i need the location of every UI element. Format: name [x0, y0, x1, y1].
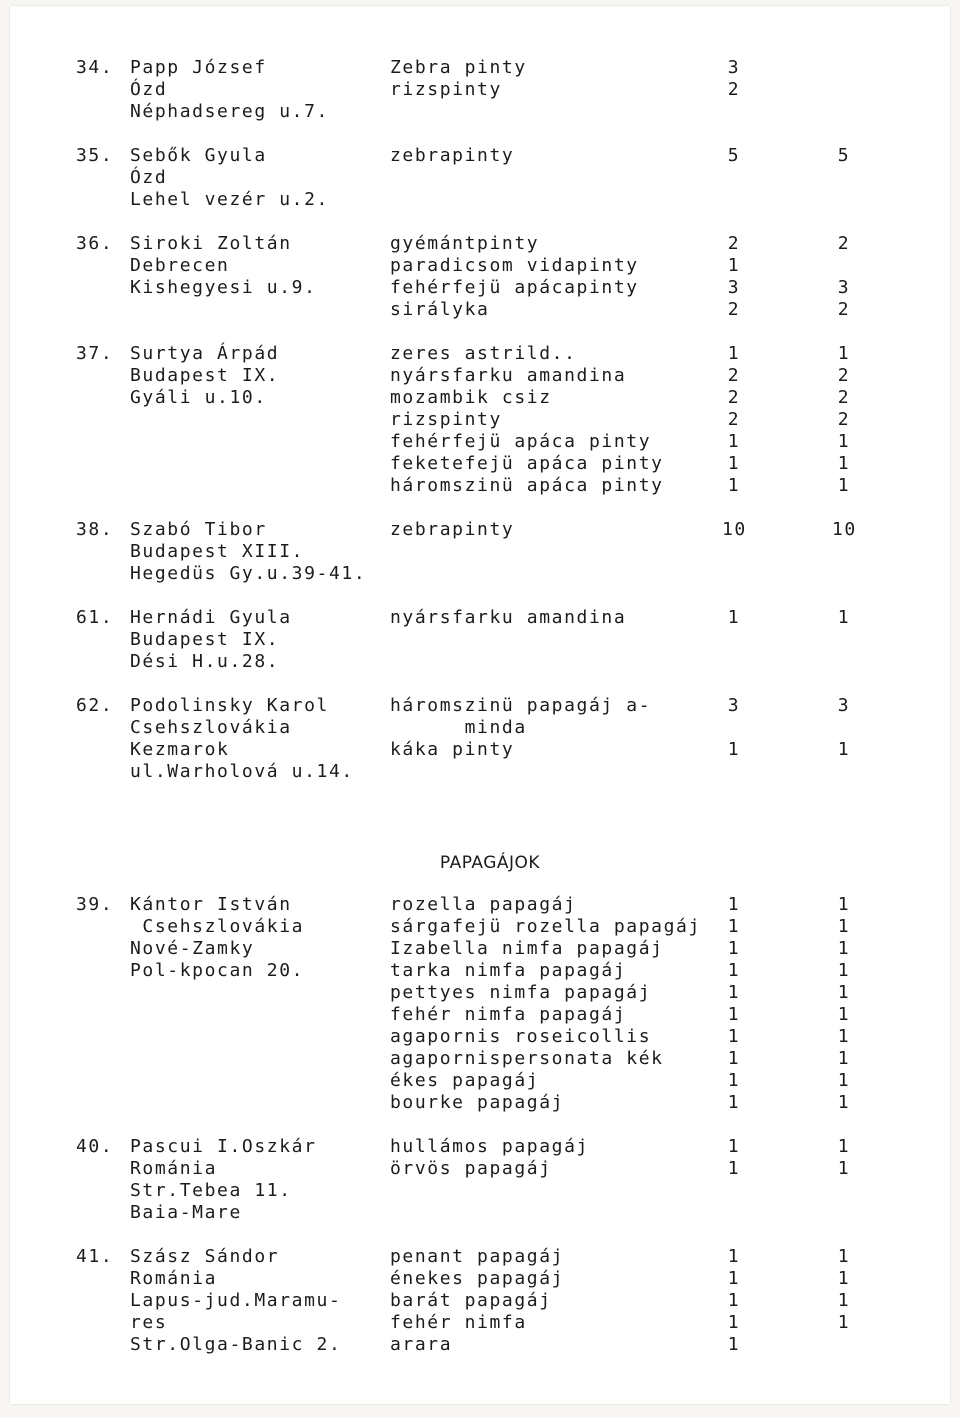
entry-number: 36. [76, 233, 114, 254]
exhibitor-text: Sebők Gyula [130, 145, 267, 166]
exhibitor-text: Csehszlovákia [130, 916, 305, 937]
quantity-entered: 5 [727, 145, 741, 166]
exhibitor-text: Lapus-jud.Maramu- [130, 1290, 342, 1311]
quantity-entered: 1 [727, 982, 741, 1003]
quantity-awarded: 2 [837, 409, 851, 430]
exhibitor-text: ul.Warholová u.14. [130, 761, 354, 782]
quantity-awarded: 1 [837, 431, 851, 452]
exhibitor-text: Siroki Zoltán [130, 233, 292, 254]
quantity-entered: 1 [727, 1136, 741, 1157]
bird-species: rizspinty [390, 79, 502, 100]
bird-species: háromszinü papagáj a- [390, 695, 652, 716]
bird-species: agapornis roseicollis [390, 1026, 652, 1047]
quantity-awarded: 5 [837, 145, 851, 166]
quantity-awarded: 1 [837, 343, 851, 364]
exhibitor-text: Szász Sándor [130, 1246, 280, 1267]
bird-species: fehér nimfa [390, 1312, 527, 1333]
bird-species: rozella papagáj [390, 894, 577, 915]
exhibitor-text: Hernádi Gyula [130, 607, 292, 628]
document-page [10, 6, 950, 1404]
quantity-awarded: 1 [837, 1290, 851, 1311]
quantity-entered: 1 [727, 1158, 741, 1179]
quantity-awarded: 3 [837, 695, 851, 716]
bird-species: sirályka [390, 299, 490, 320]
bird-species: nyársfarku amandina [390, 365, 627, 386]
bird-species: nyársfarku amandina [390, 607, 627, 628]
exhibitor-text: Pascui I.Oszkár [130, 1136, 317, 1157]
quantity-awarded: 1 [837, 1026, 851, 1047]
quantity-entered: 1 [727, 739, 741, 760]
quantity-awarded: 1 [837, 916, 851, 937]
bird-species: pettyes nimfa papagáj [390, 982, 652, 1003]
entry-number: 61. [76, 607, 114, 628]
quantity-awarded: 1 [837, 1004, 851, 1025]
quantity-awarded: 1 [837, 1136, 851, 1157]
bird-species: fehérfejü apáca pinty [390, 431, 652, 452]
quantity-entered: 3 [727, 695, 741, 716]
quantity-awarded: 1 [837, 1070, 851, 1091]
quantity-entered: 2 [727, 79, 741, 100]
bird-species: mozambik csiz [390, 387, 552, 408]
bird-species: fehér nimfa papagáj [390, 1004, 627, 1025]
entry-number: 39. [76, 894, 114, 915]
bird-species: rizspinty [390, 409, 502, 430]
quantity-entered: 2 [727, 365, 741, 386]
entry-number: 37. [76, 343, 114, 364]
quantity-awarded: 2 [837, 299, 851, 320]
exhibitor-text: Gyáli u.10. [130, 387, 267, 408]
bird-species: örvös papagáj [390, 1158, 552, 1179]
exhibitor-text: Hegedüs Gy.u.39-41. [130, 563, 367, 584]
quantity-entered: 1 [727, 1026, 741, 1047]
bird-species: agapornispersonata kék [390, 1048, 664, 1069]
bird-species: penant papagáj [390, 1246, 565, 1267]
bird-species: paradicsom vidapinty [390, 255, 639, 276]
section-heading: PAPAGÁJOK [439, 853, 541, 873]
bird-species: fehérfejü apácapinty [390, 277, 639, 298]
exhibitor-text: Lehel vezér u.2. [130, 189, 329, 210]
exhibitor-text: Ózd [130, 167, 168, 188]
exhibitor-text: Nové-Zamky [130, 938, 255, 959]
quantity-entered: 2 [727, 299, 741, 320]
exhibitor-text: Ózd [130, 79, 168, 100]
bird-species: zebrapinty [390, 145, 515, 166]
quantity-awarded: 1 [837, 607, 851, 628]
exhibitor-text: Dési H.u.28. [130, 651, 280, 672]
quantity-entered: 3 [727, 277, 741, 298]
bird-species: ékes papagáj [390, 1070, 540, 1091]
quantity-entered: 2 [727, 233, 741, 254]
quantity-awarded: 1 [837, 1092, 851, 1113]
exhibitor-text: Kezmarok [130, 739, 230, 760]
exhibitor-text: Kishegyesi u.9. [130, 277, 317, 298]
entry-number: 41. [76, 1246, 114, 1267]
entry-number: 40. [76, 1136, 114, 1157]
bird-species: káka pinty [390, 739, 515, 760]
quantity-entered: 1 [727, 894, 741, 915]
quantity-awarded: 3 [837, 277, 851, 298]
bird-species: sárgafejü rozella papagáj [390, 916, 701, 937]
quantity-awarded: 1 [837, 894, 851, 915]
bird-species: minda [390, 717, 527, 738]
quantity-awarded: 2 [837, 387, 851, 408]
bird-species: hullámos papagáj [390, 1136, 589, 1157]
bird-species: énekes papagáj [390, 1268, 565, 1289]
bird-species: tarka nimfa papagáj [390, 960, 627, 981]
bird-species: bourke papagáj [390, 1092, 565, 1113]
bird-species: barát papagáj [390, 1290, 552, 1311]
bird-species: gyémántpinty [390, 233, 540, 254]
quantity-entered: 1 [727, 1268, 741, 1289]
entry-number: 34. [76, 57, 114, 78]
bird-species: zebrapinty [390, 519, 515, 540]
quantity-awarded: 1 [837, 982, 851, 1003]
bird-species: feketefejü apáca pinty [390, 453, 664, 474]
quantity-awarded: 1 [837, 739, 851, 760]
quantity-awarded: 10 [832, 519, 857, 540]
quantity-awarded: 1 [837, 453, 851, 474]
quantity-entered: 1 [727, 607, 741, 628]
bird-species: háromszinü apáca pinty [390, 475, 664, 496]
quantity-awarded: 1 [837, 938, 851, 959]
bird-species: Izabella nimfa papagáj [390, 938, 664, 959]
quantity-entered: 1 [727, 1290, 741, 1311]
entry-number: 62. [76, 695, 114, 716]
quantity-entered: 1 [727, 255, 741, 276]
quantity-entered: 1 [727, 960, 741, 981]
quantity-entered: 1 [727, 343, 741, 364]
quantity-entered: 3 [727, 57, 741, 78]
entry-number: 35. [76, 145, 114, 166]
exhibitor-text: Pol-kpocan 20. [130, 960, 305, 981]
quantity-entered: 1 [727, 1048, 741, 1069]
exhibitor-text: Surtya Árpád [130, 343, 280, 364]
quantity-entered: 10 [722, 519, 747, 540]
quantity-awarded: 2 [837, 233, 851, 254]
quantity-entered: 1 [727, 1004, 741, 1025]
exhibitor-text: Csehszlovákia [130, 717, 292, 738]
quantity-awarded: 1 [837, 1158, 851, 1179]
exhibitor-text: Budapest XIII. [130, 541, 305, 562]
bird-species: Zebra pinty [390, 57, 527, 78]
quantity-entered: 1 [727, 1246, 741, 1267]
quantity-awarded: 1 [837, 1312, 851, 1333]
quantity-entered: 2 [727, 387, 741, 408]
exhibitor-text: Románia [130, 1268, 218, 1289]
quantity-awarded: 1 [837, 1246, 851, 1267]
exhibitor-text: Baia-Mare [130, 1202, 242, 1223]
exhibitor-text: Románia [130, 1158, 218, 1179]
exhibitor-text: Budapest IX. [130, 629, 280, 650]
entry-number: 38. [76, 519, 114, 540]
exhibitor-text: Podolinsky Karol [130, 695, 329, 716]
quantity-entered: 1 [727, 1070, 741, 1091]
quantity-entered: 1 [727, 475, 741, 496]
exhibitor-text: Szabó Tibor [130, 519, 267, 540]
quantity-entered: 1 [727, 453, 741, 474]
exhibitor-text: Papp József [130, 57, 267, 78]
exhibitor-text: Str.Olga-Banic 2. [130, 1334, 342, 1355]
exhibitor-text: Budapest IX. [130, 365, 280, 386]
exhibitor-text: res [130, 1312, 168, 1333]
bird-species: zeres astrild.. [390, 343, 577, 364]
exhibitor-text: Debrecen [130, 255, 230, 276]
quantity-entered: 1 [727, 1312, 741, 1333]
quantity-awarded: 1 [837, 960, 851, 981]
quantity-awarded: 1 [837, 475, 851, 496]
quantity-entered: 1 [727, 916, 741, 937]
exhibitor-text: Kántor István [130, 894, 292, 915]
bird-species: arara [390, 1334, 453, 1355]
quantity-entered: 1 [727, 938, 741, 959]
quantity-awarded: 2 [837, 365, 851, 386]
quantity-entered: 2 [727, 409, 741, 430]
quantity-awarded: 1 [837, 1048, 851, 1069]
exhibitor-text: Str.Tebea 11. [130, 1180, 292, 1201]
quantity-awarded: 1 [837, 1268, 851, 1289]
quantity-entered: 1 [727, 1334, 741, 1355]
quantity-entered: 1 [727, 431, 741, 452]
exhibitor-text: Néphadsereg u.7. [130, 101, 329, 122]
quantity-entered: 1 [727, 1092, 741, 1113]
